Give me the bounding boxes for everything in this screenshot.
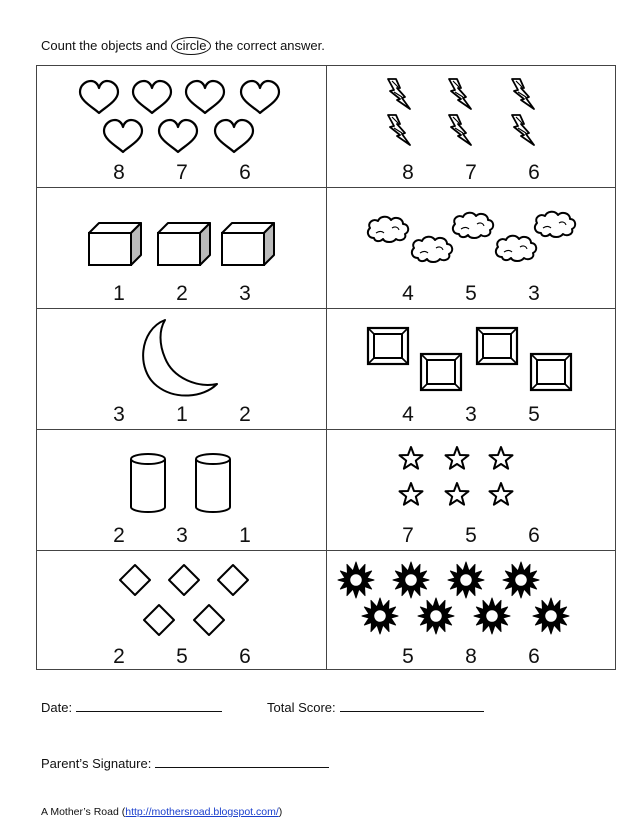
problem-clouds (326, 187, 615, 308)
answer-choice[interactable]: 6 (239, 645, 251, 668)
date-label: Date: (41, 700, 73, 715)
credit-close: ) (278, 806, 283, 818)
problem-moon (37, 308, 326, 429)
answer-choice[interactable]: 6 (528, 645, 540, 668)
answer-choice[interactable]: 5 (176, 645, 188, 668)
answer-choice[interactable]: 3 (113, 403, 125, 426)
answer-choice[interactable]: 6 (528, 161, 540, 184)
answer-choice[interactable]: 5 (528, 403, 540, 426)
worksheet-grid (36, 65, 616, 670)
answer-choice[interactable]: 3 (176, 524, 188, 547)
answer-choice[interactable]: 8 (465, 645, 477, 668)
problem-frames (326, 308, 615, 429)
parent-signature-label: Parent’s Signature: (41, 756, 152, 771)
credit-name: A Mother’s Road ( (41, 806, 126, 818)
problem-boxes (37, 187, 326, 308)
answer-choice[interactable]: 1 (239, 524, 251, 547)
answer-choice[interactable]: 8 (113, 161, 125, 184)
instruction-text-start: Count the objects and (41, 38, 172, 53)
answer-choice[interactable]: 2 (113, 645, 125, 668)
answer-choice[interactable]: 7 (176, 161, 188, 184)
answer-choice[interactable]: 5 (465, 524, 477, 547)
total-score-field[interactable] (267, 699, 484, 715)
answer-choice[interactable]: 2 (176, 282, 188, 305)
problem-cylinders (37, 429, 326, 550)
answer-choice[interactable]: 6 (239, 161, 251, 184)
problem-hearts (37, 66, 326, 187)
parent-signature-field[interactable] (41, 755, 329, 771)
credit-link[interactable]: http://mothersroad.blogspot.com/ (125, 806, 279, 818)
answer-choice[interactable]: 7 (402, 524, 414, 547)
date-line[interactable] (76, 699, 222, 712)
answer-choice[interactable]: 5 (402, 645, 414, 668)
total-score-label: Total Score: (267, 700, 336, 715)
answer-choice[interactable]: 6 (528, 524, 540, 547)
answer-choice[interactable]: 7 (465, 161, 477, 184)
instructions (41, 37, 325, 55)
problem-suns (326, 550, 615, 671)
circled-word: circle (171, 37, 211, 55)
problem-stars (326, 429, 615, 550)
problem-diamonds (37, 550, 326, 671)
answer-choice[interactable]: 3 (465, 403, 477, 426)
total-score-line[interactable] (340, 699, 484, 712)
answer-choice[interactable]: 5 (465, 282, 477, 305)
answer-choice[interactable]: 3 (528, 282, 540, 305)
answer-choice[interactable]: 4 (402, 282, 414, 305)
parent-signature-line[interactable] (155, 755, 329, 768)
problem-lightning (326, 66, 615, 187)
date-field[interactable] (41, 699, 222, 715)
answer-choice[interactable]: 2 (113, 524, 125, 547)
answer-choice[interactable]: 4 (402, 403, 414, 426)
answer-choice[interactable]: 3 (239, 282, 251, 305)
instruction-text-end: the correct answer. (211, 38, 325, 53)
answer-choice[interactable]: 8 (402, 161, 414, 184)
answer-choice[interactable]: 2 (239, 403, 251, 426)
credit-line (41, 806, 282, 818)
answer-choice[interactable]: 1 (176, 403, 188, 426)
answer-choice[interactable]: 1 (113, 282, 125, 305)
